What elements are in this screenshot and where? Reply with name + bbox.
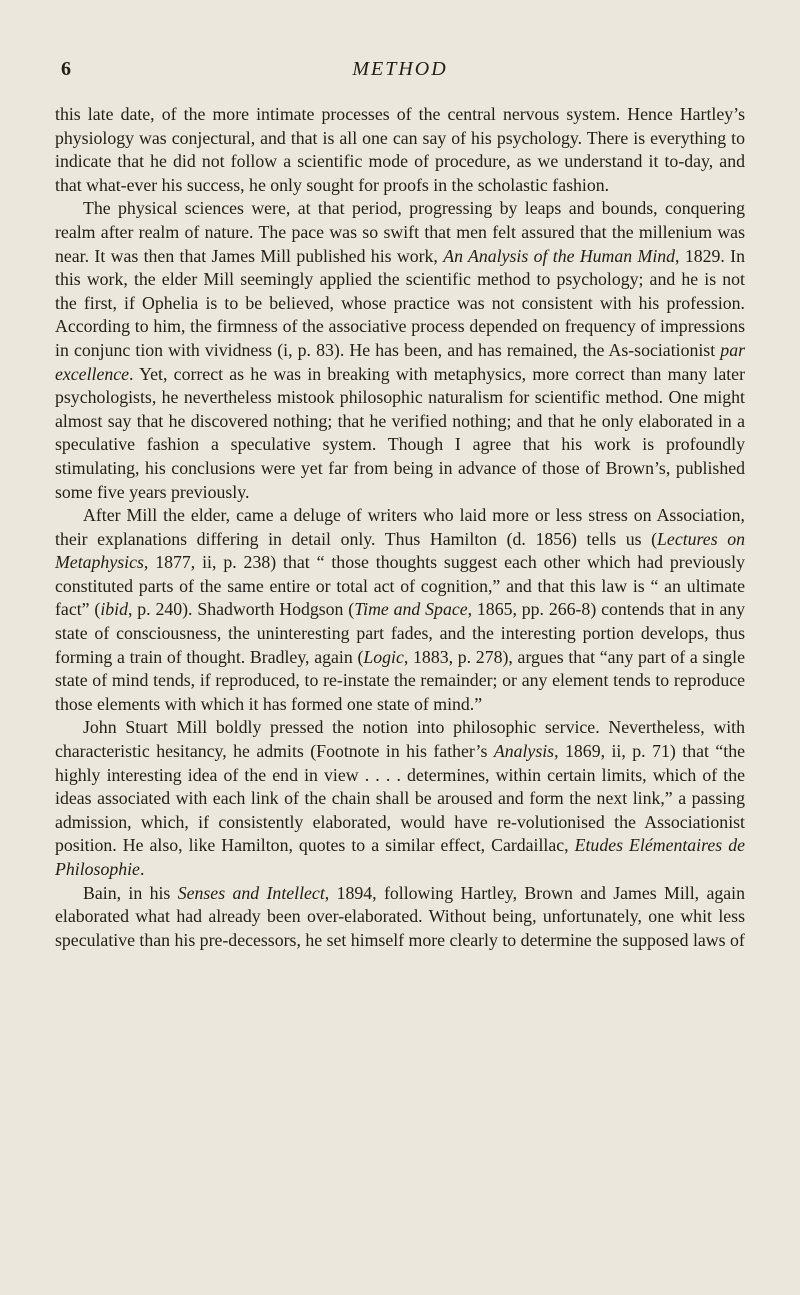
text-run: The physical sciences were, at that period, progressing by leaps and bounds, conquering realm after realm of nature. The pace was so swift that men felt assured that the millenium was near. It was then that James Mill published his work, [55,198,745,266]
page-header [55,58,745,88]
paragraph [55,197,745,504]
italic-title: Lectures on Metaphysics [55,528,745,573]
running-head: METHOD [352,58,448,80]
paragraph [55,103,745,197]
text-run: , 1877, ii, p. 238) that “ those thoughts suggest each other which had previously constituted parts of the same entire or total act of cognition,” and that this law is “ an ultimate fact” ( [55,552,745,620]
text-run: , 1894, following Hartley, Brown and James Mill, again elaborated what had already been over-elaborated. Without being, unfortunately, one whit less speculative than his pre-decessors, he set himself more clearly to determine the supposed laws of [55,882,745,950]
italic-title: ibid [100,599,128,620]
text-run: , 1865, pp. 266-8) contends that in any state of consciousness, the uninteresting part fades, and the interesting portion develops, thus forming a train of thought. Bradley, again ( [55,599,746,667]
paragraph [55,882,745,953]
page-number: 6 [61,58,71,80]
body-text [55,103,745,952]
paragraph [55,504,745,716]
text-run: John Stuart Mill boldly pressed the notion into philosophic service. Nevertheless, with characteristic hesitancy, he admits (Footnote in his father’s [55,717,745,762]
text-run: . [139,859,145,879]
text-run: . Yet, correct as he was in breaking with metaphysics, more correct than many later psychologists, he nevertheless mistook philosophic naturalism for scientific method. One might almost say that he discovered nothing; that he verified nothing; and that he only elaborated in a speculative fashion a speculative system. Though I agree that his work is profoundly stimulating, his conclusions were yet far from being in advance of those of Brown’s, published some five years previously. [55,363,745,502]
text-run: , 1829. In this work, the elder Mill seemingly applied the scientific method to psychology; and he is not the first, if Ophelia is to be believed, whose practice was not consistent with his profession. According to him, the firmness of the associative process depended on frequency of impressions in conjunc tion with vividness (i, p. 83). He has been, and has remained, the As-sociationist [55,245,745,360]
italic-title: Time and Space [354,599,468,620]
italic-title: Logic [363,646,404,667]
italic-title: Analysis [493,741,555,762]
text-run: , p. 240). Shadworth Hodgson ( [127,599,355,620]
text-run: , 1869, ii, p. 71) that “the highly interesting idea of the end in view . . . . determines, within certain limits, which of the ideas associated with each link of the chain shall be aroused and form the next link,” a passing admission, which, if consistently elaborated, would have re-volutionised the Associationist position. He also, like Hamilton, quotes to a similar effect, Cardaillac, [55,741,745,856]
italic-title: Etudes Elémentaires de Philosophie [55,835,745,879]
text-run: , 1883, p. 278), argues that “any part of a single state of mind tends, if reproduced, to re-instate the remainder; or any element tends to reproduce those elements with which it has formed one state of mind.” [55,646,745,714]
text-run: Bain, in his [83,882,178,903]
italic-title: Senses and Intellect [177,882,325,903]
text-run: this late date, of the more intimate processes of the central nervous system. Hence Hartley’s physiology was conjectural, and that is all one can say of his psychology. There is everything to indicate that he did not follow a scientific mode of procedure, as we understand it to-day, and that what-ever his success, he only sought for proofs in the scholastic fashion. [55,104,745,195]
italic-title: par excellence [55,339,745,384]
paragraph [55,716,745,881]
italic-title: An Analysis of the Human Mind [443,245,676,266]
text-run: After Mill the elder, came a deluge of writers who laid more or less stress on Association, their explanations differing in detail only. Thus Hamilton (d. 1856) tells us ( [55,505,745,549]
